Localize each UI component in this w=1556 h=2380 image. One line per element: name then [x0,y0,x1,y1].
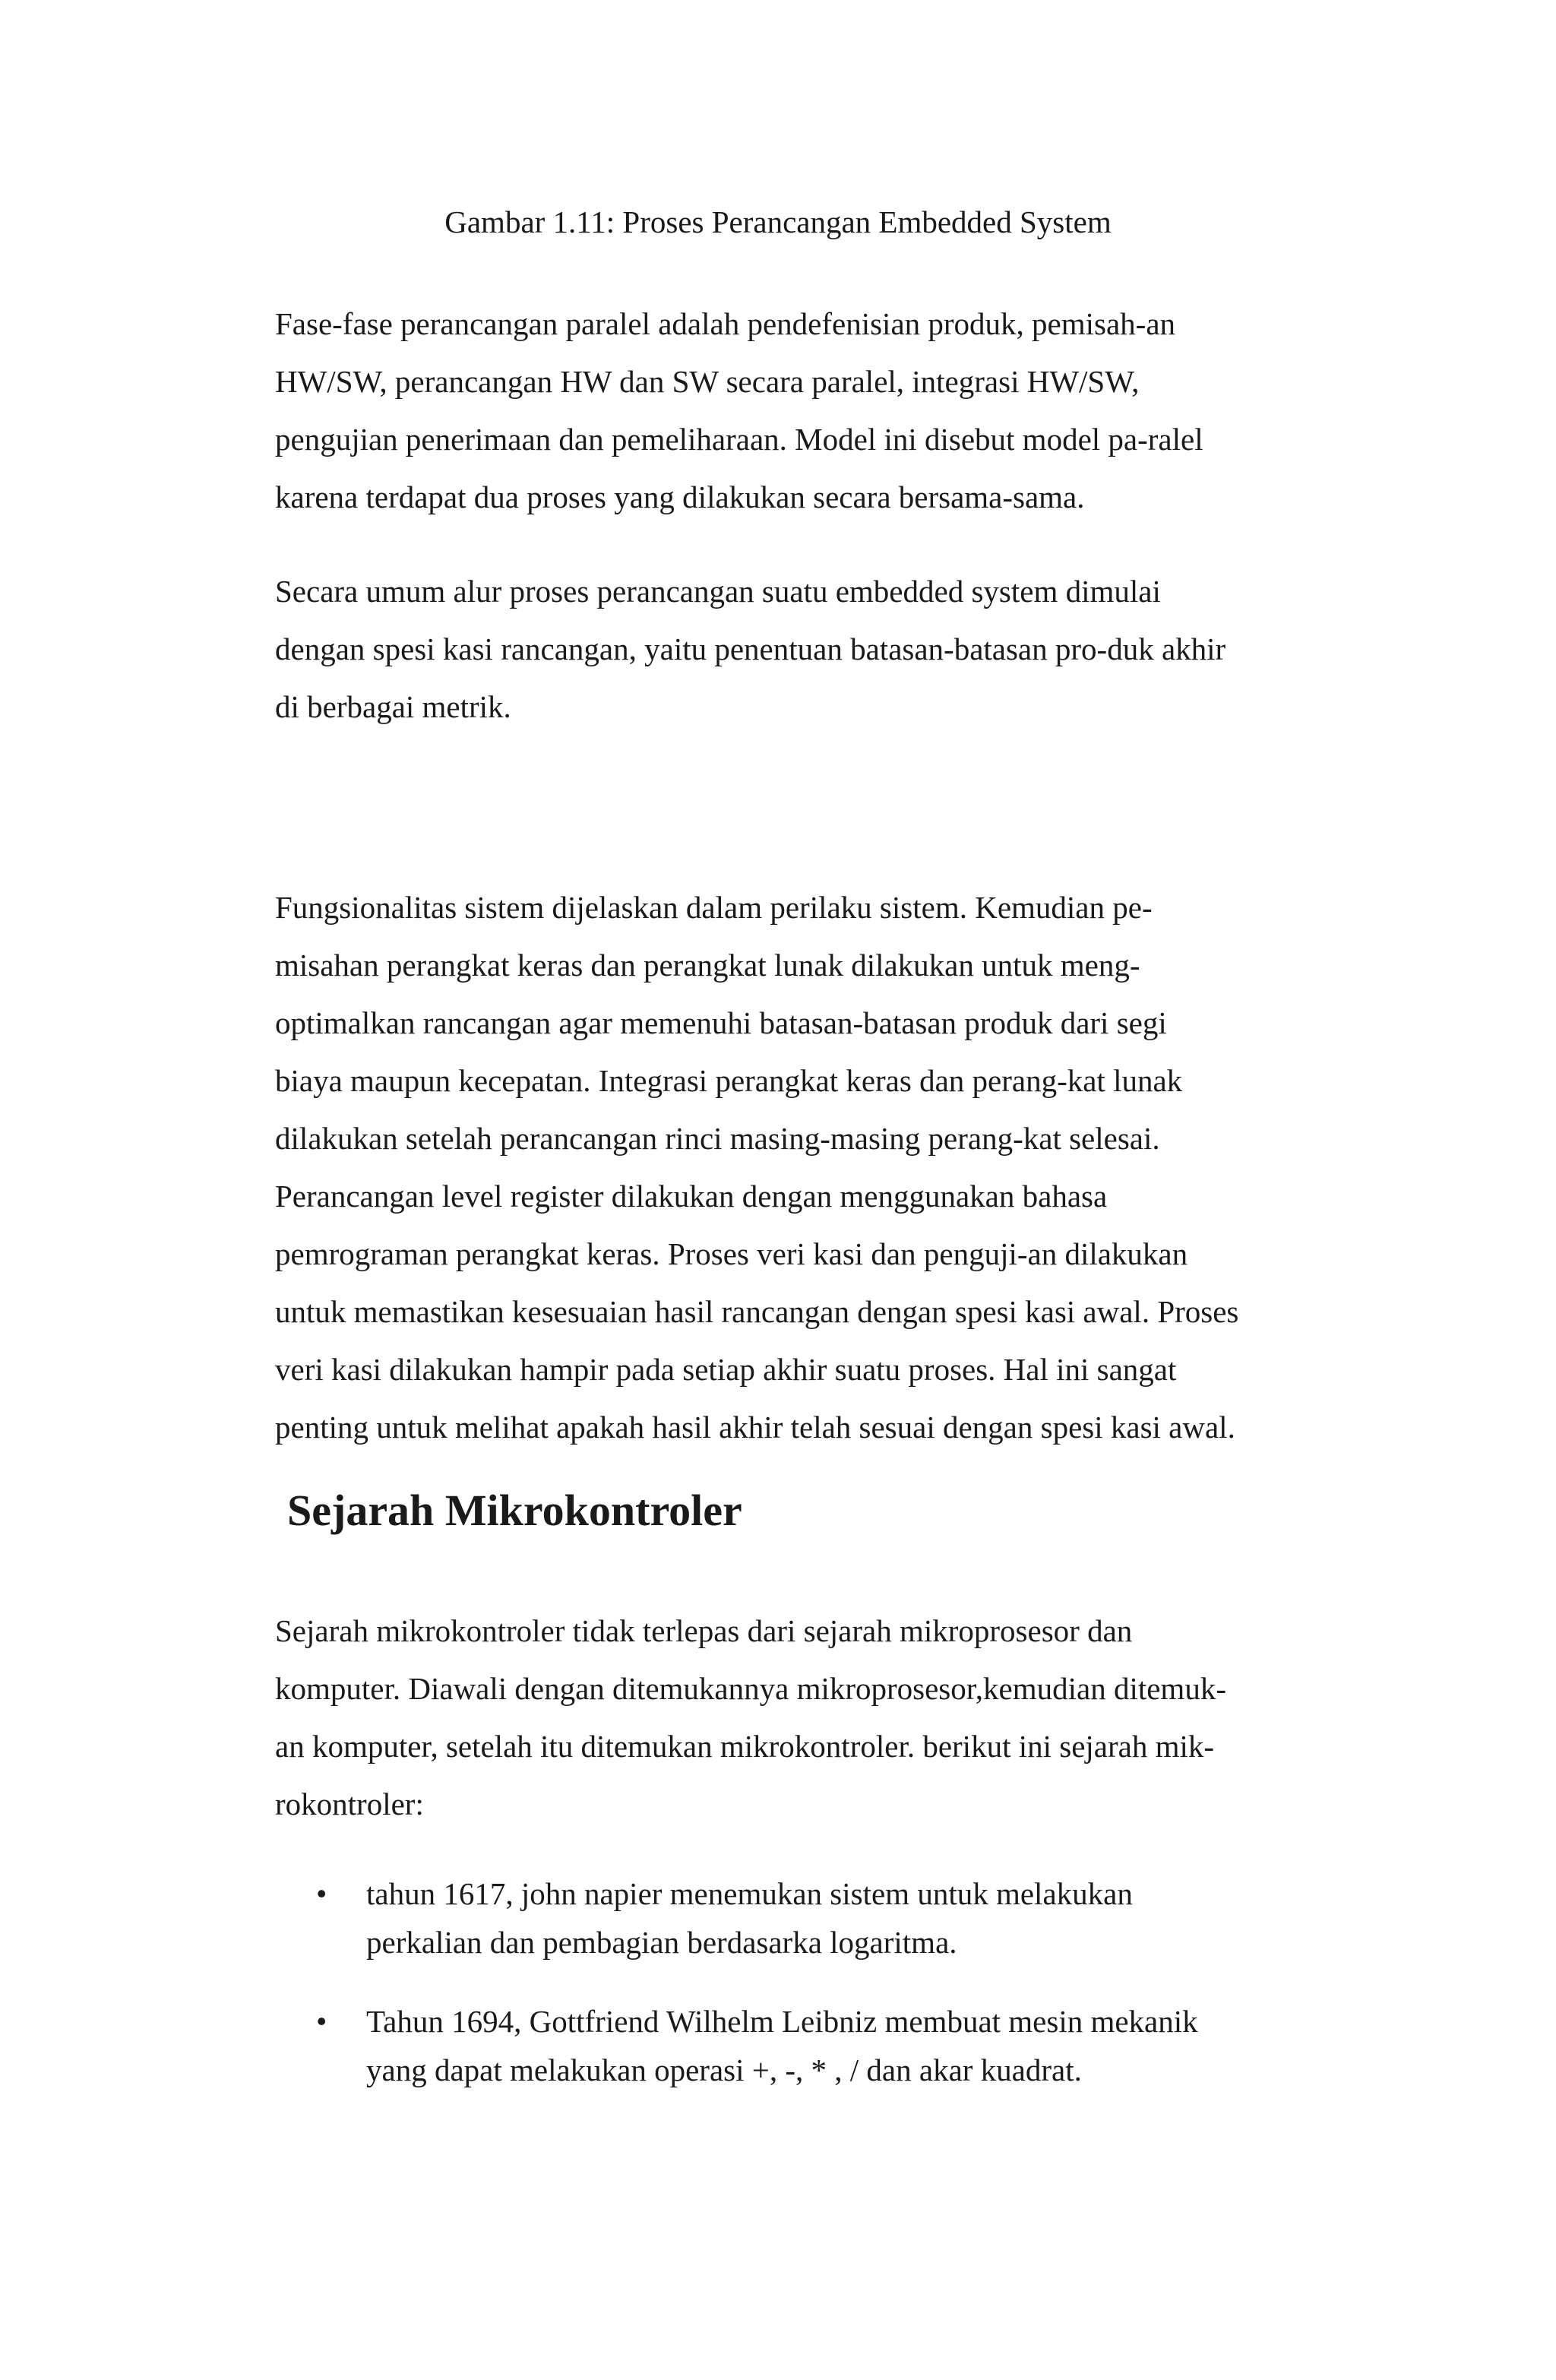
figure-caption: Gambar 1.11: Proses Perancangan Embedded System [444,204,1112,239]
paragraph-line: karena terdapat dua proses yang dilakukan secara bersama-sama. [275,479,1085,514]
paragraph-line: Perancangan level register dilakukan dengan menggunakan bahasa [275,1179,1108,1214]
list-item-line: tahun 1617, john napier menemukan sistem untuk melakukan [366,1876,1133,1911]
list-item-text [366,1997,1198,2094]
paragraph-line: rokontroler: [275,1787,424,1821]
paragraph-line: Fase-fase perancangan paralel adalah pendefenisian produk, pemisah-an [275,306,1176,341]
paragraph-functionality [275,878,1308,1456]
paragraph-design-flow [275,562,1308,736]
paragraph-line: Secara umum alur proses perancangan suatu embedded system dimulai [275,574,1161,609]
paragraph-line: Fungsionalitas sistem dijelaskan dalam perilaku sistem. Kemudian pe- [275,890,1153,925]
list-item-line: Tahun 1694, Gottfriend Wilhelm Leibniz membuat mesin mekanik [366,2004,1198,2039]
paragraph-line: dilakukan setelah perancangan rinci masing-masing perang-kat selesai. [275,1121,1160,1156]
paragraph-line: biaya maupun kecepatan. Integrasi perangkat keras dan perang-kat lunak [275,1063,1183,1098]
paragraph-line: untuk memastikan kesesuaian hasil rancangan dengan spesi kasi awal. Proses [275,1294,1239,1329]
paragraph-parallel-design [275,295,1308,526]
list-item-text [366,1869,1133,1967]
bullet-icon: • [316,2004,327,2039]
paragraph-line: penting untuk melihat apakah hasil akhir telah sesuai dengan spesi kasi awal. [275,1410,1235,1445]
list-item-line: perkalian dan pembagian berdasarka logaritma. [366,1925,957,1960]
paragraph-line: optimalkan rancangan agar memenuhi batasan-batasan produk dari segi [275,1005,1167,1040]
paragraph-line: di berbagai metrik. [275,689,511,724]
paragraph-history-intro [275,1602,1308,1833]
paragraph-line: Sejarah mikrokontroler tidak terlepas dari sejarah mikroprosesor dan [275,1613,1133,1648]
paragraph-line: misahan perangkat keras dan perangkat lunak dilakukan untuk meng- [275,948,1140,983]
section-heading: Sejarah Mikrokontroler [287,1486,742,1535]
paragraph-line: an komputer, setelah itu ditemukan mikrokontroler. berikut ini sejarah mik- [275,1729,1215,1764]
paragraph-line: veri kasi dilakukan hampir pada setiap akhir suatu proses. Hal ini sangat [275,1352,1177,1387]
paragraph-line: HW/SW, perancangan HW dan SW secara paralel, integrasi HW/SW, [275,364,1140,399]
paragraph-line: dengan spesi kasi rancangan, yaitu penentuan batasan-batasan pro-duk akhir [275,631,1226,666]
bullet-icon: • [316,1876,327,1911]
paragraph-line: komputer. Diawali dengan ditemukannya mikroprosesor,kemudian ditemuk- [275,1671,1226,1706]
paragraph-line: pemrograman perangkat keras. Proses veri kasi dan penguji-an dilakukan [275,1236,1188,1271]
paragraph-line: pengujian penerimaan dan pemeliharaan. Model ini disebut model pa-ralel [275,422,1203,457]
list-item-line: yang dapat melakukan operasi +, -, * , / dan akar kuadrat. [366,2052,1082,2087]
